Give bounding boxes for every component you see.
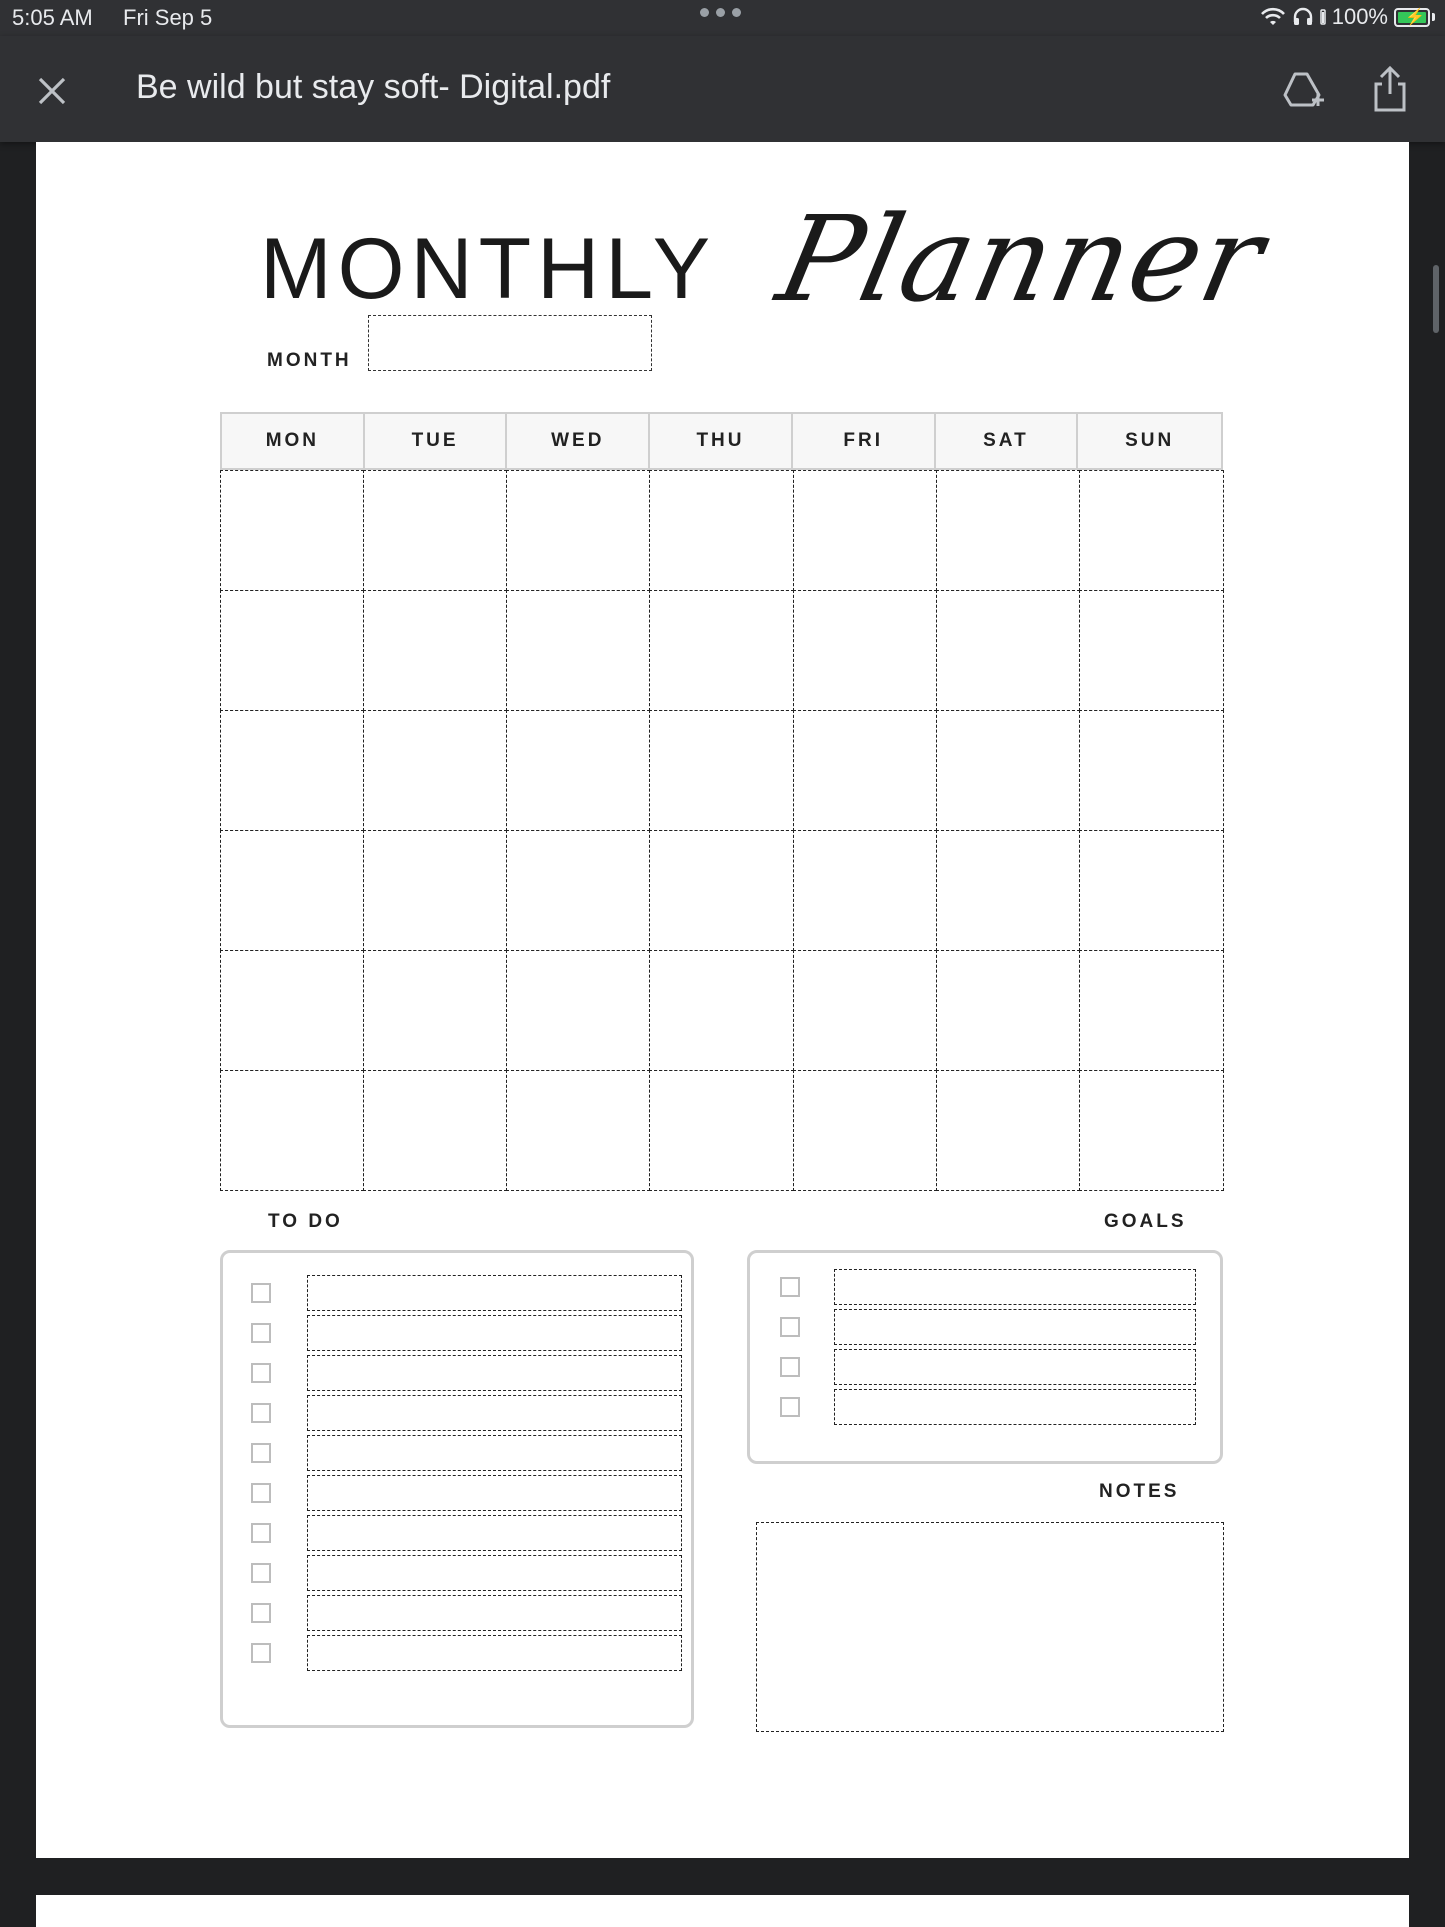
calendar-day-cell[interactable]: [363, 590, 507, 711]
wifi-icon: [1260, 7, 1286, 27]
calendar-day-cell[interactable]: [793, 590, 937, 711]
todo-checkbox[interactable]: [251, 1443, 271, 1463]
day-header-thu: THU: [650, 414, 793, 468]
todo-item: [251, 1355, 682, 1391]
goal-checkbox[interactable]: [780, 1277, 800, 1297]
notes-field[interactable]: [756, 1522, 1224, 1732]
todo-item: [251, 1435, 682, 1471]
calendar-day-cell[interactable]: [793, 1070, 937, 1191]
notes-label: NOTES: [1099, 1481, 1180, 1502]
todo-input[interactable]: [307, 1515, 682, 1551]
calendar-grid: [220, 470, 1223, 1190]
goal-input[interactable]: [834, 1309, 1196, 1345]
calendar-day-cell[interactable]: [793, 710, 937, 831]
status-bar: [0, 0, 1445, 36]
day-header-mon: MON: [222, 414, 365, 468]
calendar-day-cell[interactable]: [363, 950, 507, 1071]
scrollbar-thumb[interactable]: [1433, 265, 1439, 333]
calendar-day-cell[interactable]: [649, 590, 793, 711]
calendar-day-cell[interactable]: [649, 830, 793, 951]
todo-checkbox[interactable]: [251, 1283, 271, 1303]
calendar-day-cell[interactable]: [649, 710, 793, 831]
todo-input[interactable]: [307, 1555, 682, 1591]
goal-checkbox[interactable]: [780, 1397, 800, 1417]
calendar-day-cell[interactable]: [220, 1070, 364, 1191]
planner-title-monthly: MONTHLY: [260, 221, 717, 317]
battery-tip: [1432, 13, 1435, 21]
todo-item: [251, 1635, 682, 1671]
calendar-day-cell[interactable]: [363, 710, 507, 831]
calendar-day-cell[interactable]: [936, 830, 1080, 951]
calendar-day-cell[interactable]: [1079, 950, 1223, 1071]
calendar-day-cell[interactable]: [506, 950, 650, 1071]
calendar-day-cell[interactable]: [649, 950, 793, 1071]
add-to-drive-icon[interactable]: [1278, 66, 1326, 114]
calendar-day-cell[interactable]: [220, 590, 364, 711]
todo-label: TO DO: [268, 1211, 343, 1232]
calendar-day-cell[interactable]: [1079, 590, 1223, 711]
calendar-day-cell[interactable]: [1079, 710, 1223, 831]
calendar-day-cell[interactable]: [936, 710, 1080, 831]
goal-input[interactable]: [834, 1349, 1196, 1385]
calendar-day-cell[interactable]: [793, 950, 937, 1071]
goal-checkbox[interactable]: [780, 1357, 800, 1377]
goal-item: [780, 1389, 1196, 1425]
calendar-day-cell[interactable]: [220, 470, 364, 591]
calendar-day-cell[interactable]: [506, 470, 650, 591]
calendar-day-cell[interactable]: [220, 710, 364, 831]
todo-input[interactable]: [307, 1395, 682, 1431]
goals-list: [747, 1250, 1223, 1464]
pdf-page[interactable]: [36, 142, 1409, 1858]
calendar-day-cell[interactable]: [793, 830, 937, 951]
month-label: MONTH: [267, 350, 352, 371]
todo-input[interactable]: [307, 1635, 682, 1671]
calendar-day-cell[interactable]: [363, 830, 507, 951]
calendar-day-cell[interactable]: [936, 470, 1080, 591]
todo-item: [251, 1315, 682, 1351]
calendar-day-cell[interactable]: [1079, 470, 1223, 591]
calendar-day-cell[interactable]: [936, 950, 1080, 1071]
day-header-sun: SUN: [1125, 430, 1175, 451]
day-header-sat: SAT: [936, 414, 1079, 468]
todo-input[interactable]: [307, 1595, 682, 1631]
calendar-day-cell[interactable]: [1079, 1070, 1223, 1191]
calendar-day-cell[interactable]: [649, 470, 793, 591]
calendar-day-cell[interactable]: [363, 1070, 507, 1191]
calendar-day-cell[interactable]: [1079, 830, 1223, 951]
day-header-wed: WED: [507, 414, 650, 468]
todo-input[interactable]: [307, 1435, 682, 1471]
todo-input[interactable]: [307, 1475, 682, 1511]
calendar-day-cell[interactable]: [649, 1070, 793, 1191]
todo-checkbox[interactable]: [251, 1603, 271, 1623]
calendar-day-cell[interactable]: [936, 590, 1080, 711]
status-indicators: [1260, 4, 1435, 30]
todo-item: [251, 1275, 682, 1311]
calendar-day-cell[interactable]: [506, 710, 650, 831]
planner-title-script: Planner: [767, 190, 1277, 328]
status-date: Fri Sep 5: [123, 5, 213, 30]
close-icon[interactable]: [30, 69, 74, 113]
calendar-day-cell[interactable]: [506, 830, 650, 951]
todo-checkbox[interactable]: [251, 1483, 271, 1503]
share-icon[interactable]: [1368, 64, 1412, 116]
status-time: 5:05 AM: [12, 5, 93, 30]
todo-item: [251, 1475, 682, 1511]
todo-checkbox[interactable]: [251, 1403, 271, 1423]
todo-checkbox[interactable]: [251, 1363, 271, 1383]
goal-input[interactable]: [834, 1389, 1196, 1425]
calendar-day-cell[interactable]: [506, 590, 650, 711]
todo-input[interactable]: [307, 1275, 682, 1311]
todo-list: [220, 1250, 694, 1728]
day-header-tue: TUE: [365, 414, 508, 468]
next-pdf-page[interactable]: [36, 1895, 1409, 1927]
calendar-day-cell[interactable]: [220, 950, 364, 1071]
todo-checkbox[interactable]: [251, 1323, 271, 1343]
calendar: [220, 412, 1223, 1190]
month-input[interactable]: [368, 315, 652, 371]
goal-item: [780, 1269, 1196, 1305]
todo-checkbox[interactable]: [251, 1523, 271, 1543]
multitasking-dots-icon[interactable]: [700, 8, 741, 17]
battery-percent: 100%: [1331, 4, 1388, 29]
goals-label: GOALS: [1104, 1211, 1187, 1232]
calendar-day-cell[interactable]: [220, 830, 364, 951]
todo-item: [251, 1595, 682, 1631]
todo-input[interactable]: [307, 1315, 682, 1351]
todo-checkbox[interactable]: [251, 1643, 271, 1663]
day-header-fri: FRI: [793, 414, 936, 468]
calendar-day-cell[interactable]: [506, 1070, 650, 1191]
goal-checkbox[interactable]: [780, 1317, 800, 1337]
todo-item: [251, 1555, 682, 1591]
headphone-battery-icon: [1320, 7, 1326, 27]
todo-item: [251, 1395, 682, 1431]
goal-item: [780, 1349, 1196, 1385]
todo-checkbox[interactable]: [251, 1563, 271, 1583]
pdf-viewer-toolbar: [0, 36, 1445, 142]
calendar-day-cell[interactable]: [793, 470, 937, 591]
document-title: Be wild but stay soft- Digital.pdf: [136, 68, 611, 106]
calendar-header: [220, 412, 1223, 470]
todo-input[interactable]: [307, 1355, 682, 1391]
goal-item: [780, 1309, 1196, 1345]
calendar-day-cell[interactable]: [936, 1070, 1080, 1191]
todo-item: [251, 1515, 682, 1551]
calendar-day-cell[interactable]: [363, 470, 507, 591]
goal-input[interactable]: [834, 1269, 1196, 1305]
headphones-icon: [1292, 7, 1314, 27]
battery-charging-icon: ⚡: [1394, 8, 1430, 27]
